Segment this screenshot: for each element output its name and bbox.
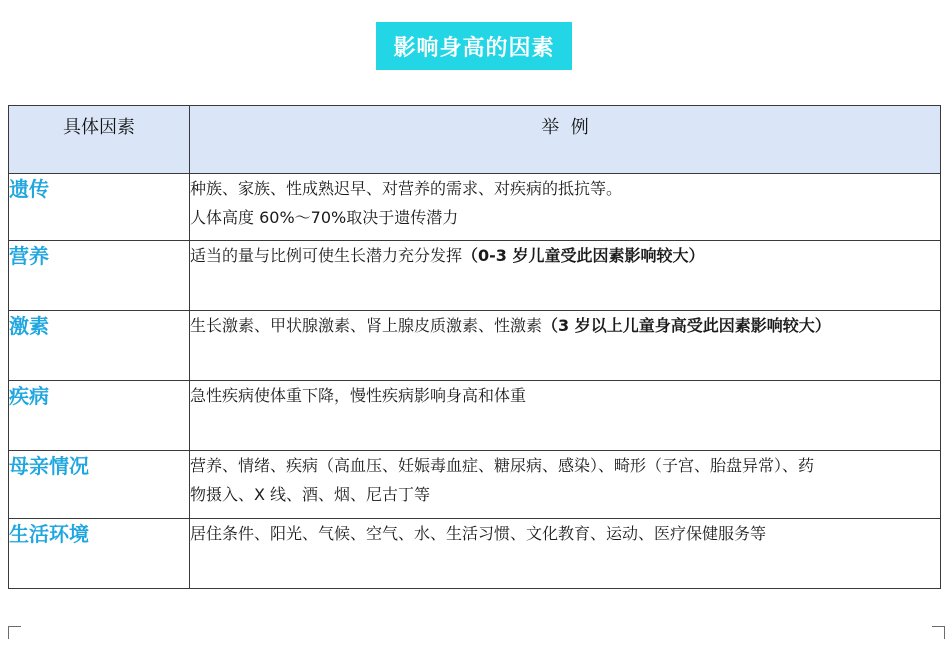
- example-note: （3 岁以上儿童身高受此因素影响较大）: [542, 316, 831, 335]
- table-row: [9, 519, 941, 589]
- factor-name: 激素: [9, 314, 49, 338]
- example-cell: [190, 381, 941, 451]
- header-example: 举 例: [190, 106, 941, 174]
- factor-name: 遗传: [9, 177, 49, 201]
- table-row: [9, 241, 941, 311]
- table-row: [9, 451, 941, 519]
- example-text: 适当的量与比例可使生长潜力充分发挥: [190, 246, 463, 265]
- table-row: [9, 311, 941, 381]
- factor-cell: [9, 451, 190, 519]
- factor-cell: [9, 519, 190, 589]
- factor-cell: [9, 311, 190, 381]
- example-cell: [190, 519, 941, 589]
- example-cell: [190, 451, 941, 519]
- page-corner-mark-right: [932, 626, 945, 639]
- example-line: 物摄入、X 线、酒、烟、尼古丁等: [190, 485, 431, 504]
- example-line: 人体高度 60%～70%取决于遗传潜力: [190, 208, 459, 227]
- example-cell: [190, 174, 941, 241]
- factor-name: 疾病: [9, 384, 49, 408]
- example-line: 种族、家族、性成熟迟早、对营养的需求、对疾病的抵抗等。: [190, 179, 623, 198]
- factors-table: [8, 105, 941, 589]
- example-cell: [190, 241, 941, 311]
- example-line: 营养、情绪、疾病（高血压、妊娠毒血症、糖尿病、感染）、畸形（子宫、胎盘异常）、药: [190, 456, 815, 475]
- factor-cell: [9, 241, 190, 311]
- page-corner-mark-left: [8, 626, 21, 639]
- table-row: [9, 174, 941, 241]
- factor-name: 生活环境: [9, 522, 89, 546]
- title-banner: [376, 22, 572, 70]
- table-header-row: [9, 106, 941, 174]
- example-cell: [190, 311, 941, 381]
- factor-name: 母亲情况: [9, 454, 89, 478]
- page-title: 影响身高的因素: [393, 35, 555, 61]
- example-note: （0-3 岁儿童受此因素影响较大）: [462, 246, 705, 265]
- table-row: [9, 381, 941, 451]
- example-text: 急性疾病使体重下降，慢性疾病影响身高和体重: [190, 386, 527, 405]
- factor-cell: [9, 381, 190, 451]
- example-text: 居住条件、阳光、气候、空气、水、生活习惯、文化教育、运动、医疗保健服务等: [190, 524, 767, 543]
- factor-name: 营养: [9, 244, 49, 268]
- header-factor: 具体因素: [9, 106, 190, 174]
- example-text: 生长激素、甲状腺激素、肾上腺皮质激素、性激素: [190, 316, 543, 335]
- factor-cell: [9, 174, 190, 241]
